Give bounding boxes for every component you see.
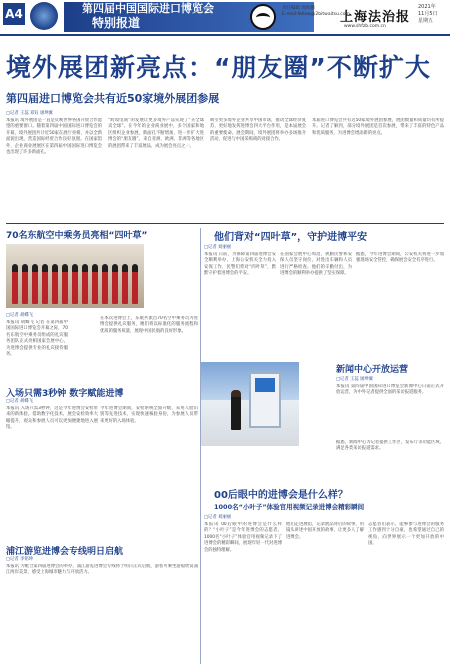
lead-text-col2: “跨境电商”的发展让更多境外产品实现了“买全球卖全球”。在今年的企业商业展中，多个国家和地区组织企业参展，新面孔不断增加，进一步扩大进博会的“朋友圈”。来自亚洲、欧洲、非洲等各地区的展团带来了丰富展品，成为展会亮点之一。 — [108, 118, 204, 149]
bullet-story-text: 在本次进博会上，东航共派出70名空中乘务员为进博会提供礼宾服务，她们将以标准化的服务流程和优质的服务质量，展现中国民航的良好形象。 — [100, 316, 198, 334]
bullet-story-byline: □记者 胡蝶飞 — [6, 313, 33, 318]
fast-security-col1: 本报讯 入场只需3秒钟，这是今年进博会安检带来的新体验。借助数字化技术，展会安检效率大幅提升，观众和参展人员可以更加便捷地进入展馆。 — [6, 406, 98, 431]
kiosk-screen — [255, 378, 275, 392]
issue-weekday: 星期五 — [418, 18, 434, 24]
lead-byline: □记者 王蕊 邓钰 屠坤翼 — [6, 111, 53, 116]
fast-security-title: 入场只需3秒钟 数字赋能进博 — [6, 389, 124, 399]
person-figure — [231, 390, 241, 430]
news-center-byline: □记者 王蕊 屠坤翼 — [336, 377, 373, 382]
issue-year: 2021年 — [418, 4, 436, 10]
editor-name: 责任编辑 周幼鹏 — [282, 6, 315, 11]
attendant-figure — [132, 264, 138, 304]
special-report-banner — [64, 2, 314, 32]
bullet-story-caption: 本报讯 胡蝶飞 记者 在第四届中国国际进口博览会开幕之际，70名东航空中乘务员组成的礼宾服务团队正式亮相国家会展中心，为进博会提供专业的礼宾接待服务。 — [6, 320, 68, 358]
issue-month-day: 11月5日 — [418, 11, 438, 17]
plates-col1: 本报讯 00后眼中的进博会是什么样的？“小叶子”是今年进博会的志愿者，1000名“小叶子”体验官用视频记录下了进博会的精彩瞬间，展现年轻一代对进博会的独特理解。 — [204, 522, 282, 553]
main-subheadline: 第四届进口博览会共有近50家境外展团参展 — [6, 92, 220, 105]
kiosk-photo — [201, 362, 299, 446]
news-center-col1: 本报讯 第四届中国国际进口博览会新闻中心日前正式开放运营，为中外记者提供全面的采访报道服务。 — [336, 384, 444, 396]
attendant-figure — [112, 264, 118, 304]
panda-mascot-icon — [250, 4, 276, 30]
attendant-figure — [32, 264, 38, 304]
bullet-story-title: 70名东航空中乘务员亮相“四叶草” — [6, 231, 148, 241]
plates-title: 00后眼中的进博会是什么样？ — [214, 490, 348, 501]
attendant-figure — [52, 264, 58, 304]
attendant-figure — [22, 264, 28, 304]
attendant-figure — [42, 264, 48, 304]
attendant-figure — [102, 264, 108, 304]
special-report-title: 第四届中国国际进口博览会 — [82, 2, 214, 15]
attendant-figure — [62, 264, 68, 304]
attendant-figure — [12, 264, 18, 304]
fast-security-col2: 今年进博会期间，安检系统全面升级，采用人脸识别等先进技术，实现快速核验身份，为参展人员带来更好的入场体验。 — [100, 406, 198, 424]
pudong-byline: □记者 李铭珅 — [6, 557, 33, 562]
page-label: A4 — [3, 3, 25, 25]
column-divider — [200, 228, 201, 664]
news-center-title: 新闻中心开放运营 — [336, 365, 409, 375]
newspaper-logo: 上海法治报 — [340, 10, 411, 25]
security-col1: 本报讯 日前，为保障第四届进博会安全顺利举办，上海公安机关全力投入安保工作，民警们背对“四叶草”，默默守护着进博会的平安。 — [204, 252, 276, 277]
flight-attendants-photo — [6, 244, 144, 308]
lead-text-col3: 吸引更多境外企业共享中国市场，推动全球经济复苏，更好地发挥进博会四大平台作用，是本届展会的重要使命。展会期间，境外展团将举办多场推介活动，促进与中国采购商的对接合作。 — [210, 118, 306, 143]
security-col3: 据悉，今年进博会期间，公安机关将进一步加强现场安全管控，确保展会安全有序进行。 — [356, 252, 444, 264]
special-report-subtitle: 特别报道 — [92, 16, 141, 30]
plates-col2: 他们走进展馆，记录展品背后的故事，用镜头讲述中国开放的故事，让更多人了解进博会。 — [286, 522, 364, 540]
security-col2: 在国家会展中心周边，执勤民警和安保人员坚守岗位，对进出车辆和人员进行严格检查。他们的辛勤付出，为进博会的顺利举办提供了坚实保障。 — [280, 252, 352, 277]
pudong-text: 本报讯 为配合第四届进博会的举办，浦江游览进博会专线将于明日正式启航，游客可乘坐游船欣赏浦江两岸美景，感受上海城市魅力与开放活力。 — [6, 564, 198, 576]
newspaper-url: www.shfzb.com.cn — [344, 24, 386, 29]
issue-date — [418, 4, 438, 25]
news-center-col2: 据悉，新闻中心为记者提供工作区、发布厅等功能区域，满足各类采访报道需求。 — [336, 440, 444, 452]
main-headline: 境外展团新亮点：“朋友圈”不断扩大 — [6, 53, 431, 82]
attendant-figure — [122, 264, 128, 304]
security-byline: □记者 刘丽丽 — [204, 245, 231, 250]
fast-security-byline: □记者 胡蝶飞 — [6, 399, 33, 404]
security-title: 他们背对“四叶草”，守护进博平安 — [214, 232, 368, 243]
attendant-figure — [72, 264, 78, 304]
attendant-figure — [82, 264, 88, 304]
lead-text-col1: 本报讯 境外展团是一直是反映世界各国开放合作愿望的重要窗口。随着第四届中国国际进口博览会的开幕，境外展团共计近50家在展厅亮相，并以全新面貌出现，营造国际经贸合作良好氛围。在国家馆外，企业商业展展区在第四届中国国际进口博览会也出现了许多新面孔。 — [6, 118, 102, 156]
attendant-figure — [92, 264, 98, 304]
pudong-title: 浦江游览进博会专线明日启航 — [6, 547, 124, 557]
plates-col3: 志愿者们表示，能够参与进博会的服务工作感到十分自豪，也希望通过自己的视角，向世界展示一个更加开放的中国。 — [368, 522, 444, 547]
plates-byline: □记者 刘丽丽 — [204, 515, 231, 520]
masthead — [0, 0, 450, 36]
plates-subtitle: 1000名“小叶子”体验官用视频记录进博会精彩瞬间 — [214, 503, 365, 511]
editor-email: E-mail:fellow@2bitwaitsu.com — [282, 12, 350, 17]
lead-text-col4: 本届进口博览会共有近50家境外展团参展，展团数量和质量均有所提升。记者了解到，部分境外展团是首次参展，带来了丰富的特色产品和优质服务，为进博会增添新的亮点。 — [312, 118, 444, 136]
section-divider — [6, 223, 444, 224]
expo-logo-icon — [30, 2, 58, 30]
